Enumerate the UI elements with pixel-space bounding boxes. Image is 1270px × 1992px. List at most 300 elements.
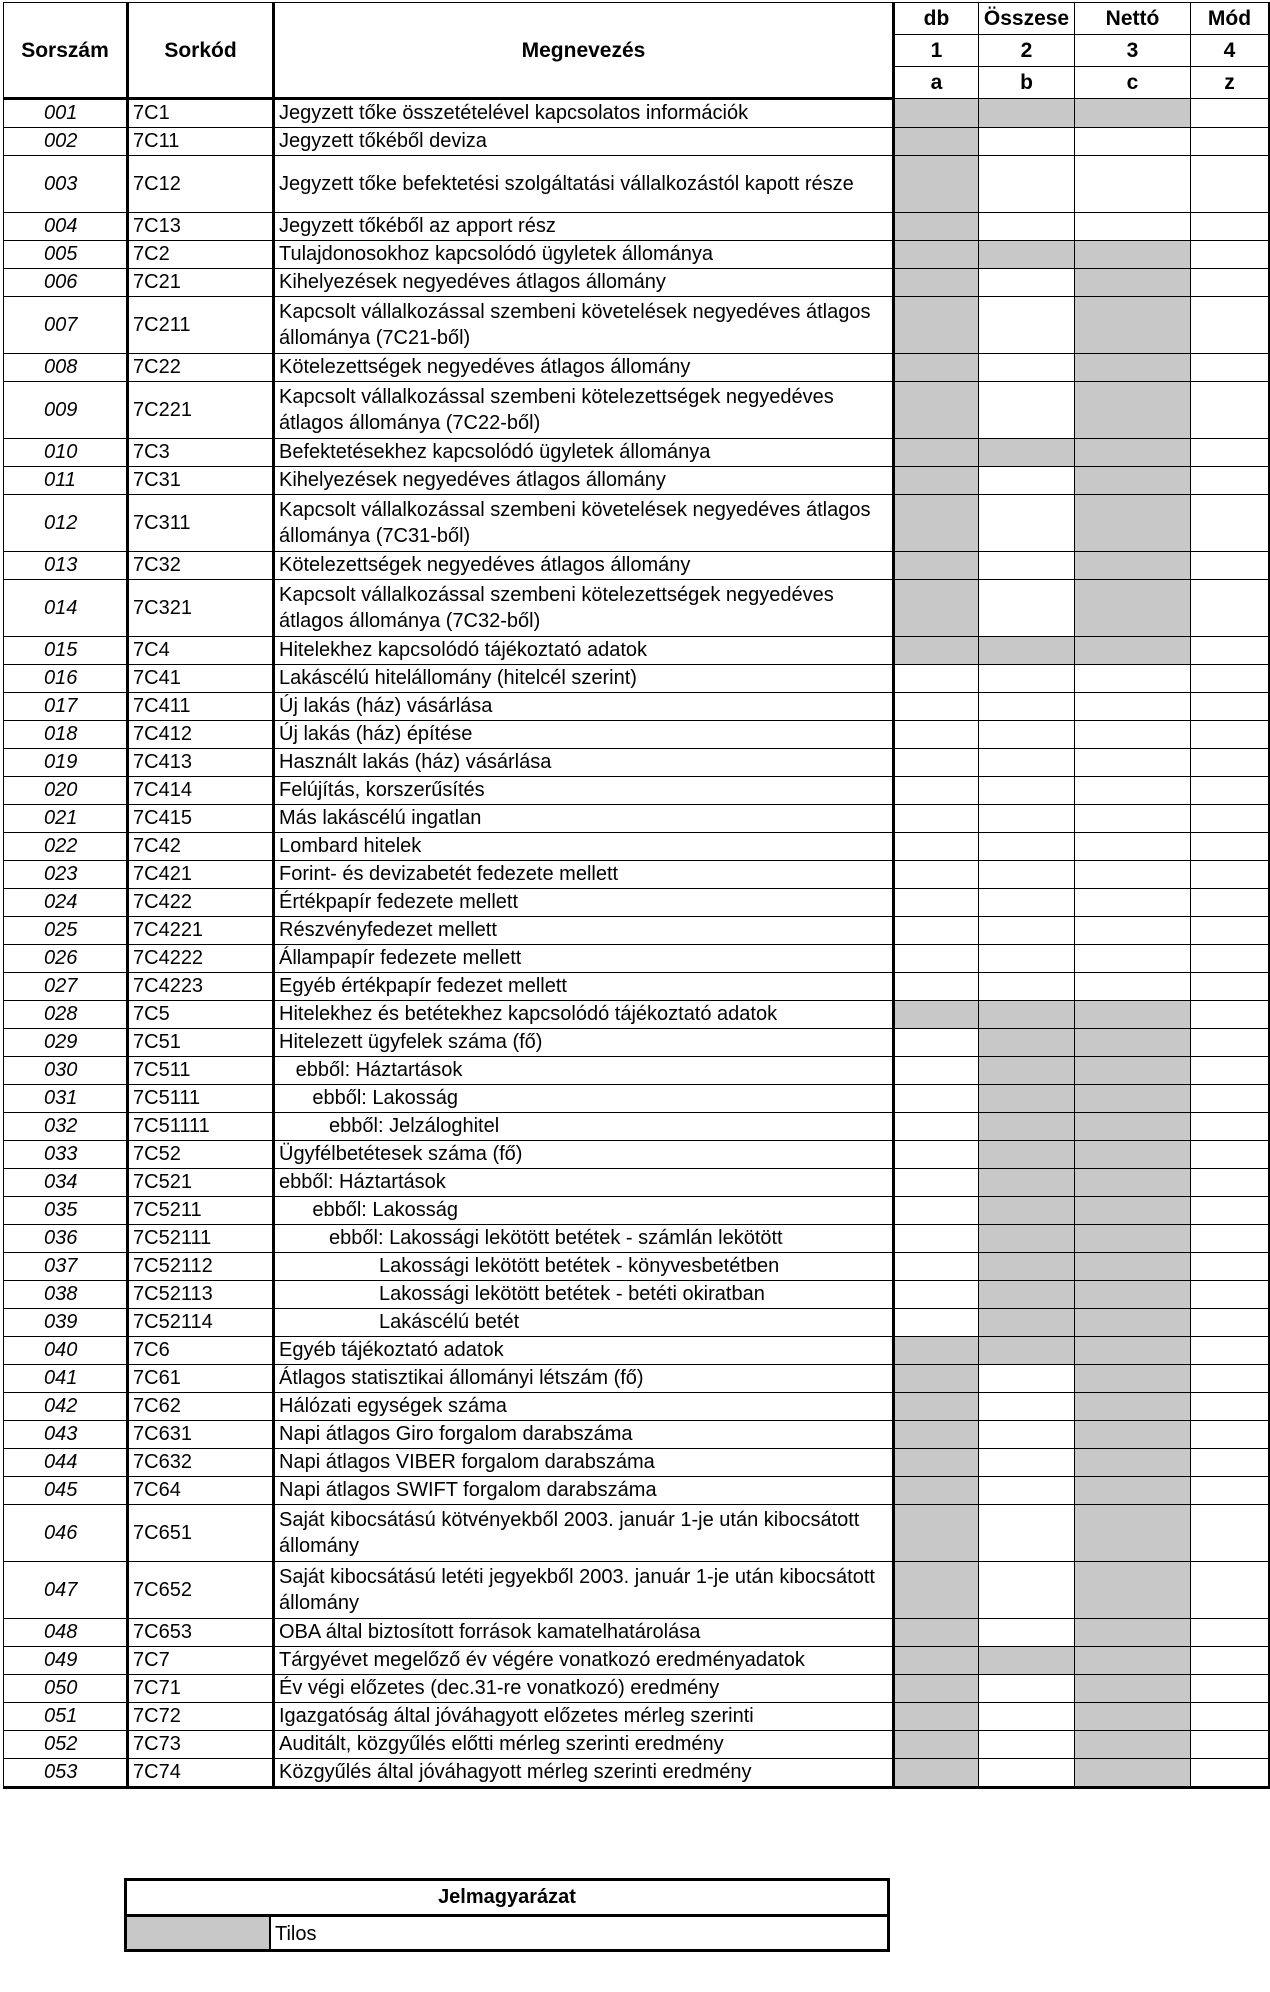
- cell-db[interactable]: [894, 1169, 979, 1197]
- table-row: [4, 1731, 1270, 1759]
- row-number: 051: [4, 1703, 128, 1731]
- cell-osszese[interactable]: [979, 973, 1075, 1001]
- row-number: 008: [4, 354, 128, 382]
- row-code: 7C321: [128, 580, 274, 637]
- row-number: 027: [4, 973, 128, 1001]
- row-name: Átlagos statisztikai állományi létszám (fő): [274, 1365, 894, 1393]
- cell-osszese[interactable]: [979, 156, 1075, 213]
- cell-osszese[interactable]: [979, 1421, 1075, 1449]
- cell-mod[interactable]: [1191, 241, 1270, 269]
- cell-osszese: [979, 1029, 1075, 1057]
- row-number: 043: [4, 1421, 128, 1449]
- cell-netto[interactable]: [1075, 693, 1191, 721]
- cell-netto: [1075, 580, 1191, 637]
- header-letter-c: c: [1075, 67, 1191, 99]
- row-number: 019: [4, 749, 128, 777]
- cell-osszese: [979, 99, 1075, 128]
- row-code: 7C4221: [128, 917, 274, 945]
- cell-mod[interactable]: [1191, 552, 1270, 580]
- row-code: 7C52: [128, 1141, 274, 1169]
- cell-mod[interactable]: [1191, 1141, 1270, 1169]
- row-name: OBA által biztosított források kamatelhatárolása: [274, 1619, 894, 1647]
- row-number: 039: [4, 1309, 128, 1337]
- table-row: [4, 1365, 1270, 1393]
- row-number: 001: [4, 99, 128, 128]
- cell-netto: [1075, 552, 1191, 580]
- cell-mod[interactable]: [1191, 777, 1270, 805]
- cell-db[interactable]: [894, 1253, 979, 1281]
- row-name: ebből: Lakossági lekötött betétek - számlán lekötött: [274, 1225, 894, 1253]
- header-megnevezes: Megnevezés: [274, 3, 894, 99]
- cell-osszese[interactable]: [979, 580, 1075, 637]
- cell-db: [894, 1619, 979, 1647]
- cell-db[interactable]: [894, 973, 979, 1001]
- row-code: 7C653: [128, 1619, 274, 1647]
- table-row: [4, 213, 1270, 241]
- cell-mod[interactable]: [1191, 1675, 1270, 1703]
- row-code: 7C31: [128, 467, 274, 495]
- table-row: [4, 495, 1270, 552]
- cell-netto: [1075, 1197, 1191, 1225]
- cell-osszese: [979, 241, 1075, 269]
- table-row: [4, 1562, 1270, 1619]
- cell-mod[interactable]: [1191, 213, 1270, 241]
- cell-netto: [1075, 1449, 1191, 1477]
- row-code: 7C61: [128, 1365, 274, 1393]
- row-name: ebből: Lakosság: [274, 1197, 894, 1225]
- cell-osszese: [979, 1057, 1075, 1085]
- cell-mod[interactable]: [1191, 1337, 1270, 1365]
- row-code: 7C5111: [128, 1085, 274, 1113]
- row-number: 023: [4, 861, 128, 889]
- cell-netto[interactable]: [1075, 805, 1191, 833]
- cell-osszese[interactable]: [979, 1393, 1075, 1421]
- row-code: 7C22: [128, 354, 274, 382]
- cell-mod[interactable]: [1191, 917, 1270, 945]
- cell-osszese: [979, 1337, 1075, 1365]
- cell-osszese: [979, 439, 1075, 467]
- cell-db: [894, 1477, 979, 1505]
- cell-mod[interactable]: [1191, 861, 1270, 889]
- row-number: 049: [4, 1647, 128, 1675]
- cell-netto: [1075, 495, 1191, 552]
- cell-osszese[interactable]: [979, 269, 1075, 297]
- table-row: [4, 1253, 1270, 1281]
- cell-mod[interactable]: [1191, 1029, 1270, 1057]
- cell-mod[interactable]: [1191, 1057, 1270, 1085]
- cell-netto[interactable]: [1075, 973, 1191, 1001]
- table-row: [4, 1703, 1270, 1731]
- cell-netto: [1075, 99, 1191, 128]
- cell-db: [894, 1001, 979, 1029]
- row-code: 7C12: [128, 156, 274, 213]
- cell-db[interactable]: [894, 1197, 979, 1225]
- row-code: 7C412: [128, 721, 274, 749]
- row-name: Ügyfélbetétesek száma (fő): [274, 1141, 894, 1169]
- row-name: Saját kibocsátású letéti jegyekből 2003. január 1-je után kibocsátott állomány: [274, 1562, 894, 1619]
- table-row: [4, 1619, 1270, 1647]
- cell-db: [894, 580, 979, 637]
- cell-mod[interactable]: [1191, 973, 1270, 1001]
- cell-db[interactable]: [894, 1281, 979, 1309]
- row-name: Jegyzett tőke befektetési szolgáltatási vállalkozástól kapott része: [274, 156, 894, 213]
- cell-mod[interactable]: [1191, 1505, 1270, 1562]
- row-number: 016: [4, 665, 128, 693]
- row-number: 052: [4, 1731, 128, 1759]
- cell-osszese[interactable]: [979, 777, 1075, 805]
- cell-osszese[interactable]: [979, 354, 1075, 382]
- row-name: Kapcsolt vállalkozással szembeni követelések negyedéves átlagos állománya (7C21-ből): [274, 297, 894, 354]
- cell-osszese: [979, 1141, 1075, 1169]
- cell-db[interactable]: [894, 1141, 979, 1169]
- row-code: 7C6: [128, 1337, 274, 1365]
- row-number: 007: [4, 297, 128, 354]
- header-col-osszese: Összese: [979, 3, 1075, 35]
- row-name: Új lakás (ház) vásárlása: [274, 693, 894, 721]
- report-sheet: [3, 2, 1269, 1789]
- cell-mod[interactable]: [1191, 805, 1270, 833]
- cell-db: [894, 1703, 979, 1731]
- row-name: Felújítás, korszerűsítés: [274, 777, 894, 805]
- header-sorkod: Sorkód: [128, 3, 274, 99]
- cell-mod[interactable]: [1191, 1562, 1270, 1619]
- row-code: 7C21: [128, 269, 274, 297]
- cell-osszese[interactable]: [979, 1619, 1075, 1647]
- cell-osszese: [979, 1085, 1075, 1113]
- cell-db[interactable]: [894, 1057, 979, 1085]
- cell-mod[interactable]: [1191, 382, 1270, 439]
- cell-osszese[interactable]: [979, 467, 1075, 495]
- row-code: 7C11: [128, 128, 274, 156]
- row-code: 7C32: [128, 552, 274, 580]
- row-code: 7C74: [128, 1759, 274, 1788]
- cell-netto: [1075, 1365, 1191, 1393]
- row-name: Hitelezett ügyfelek száma (fő): [274, 1029, 894, 1057]
- cell-db[interactable]: [894, 1085, 979, 1113]
- cell-db[interactable]: [894, 889, 979, 917]
- cell-db: [894, 1365, 979, 1393]
- cell-mod[interactable]: [1191, 749, 1270, 777]
- cell-db: [894, 269, 979, 297]
- cell-mod[interactable]: [1191, 297, 1270, 354]
- row-name: Lombard hitelek: [274, 833, 894, 861]
- cell-osszese[interactable]: [979, 721, 1075, 749]
- cell-mod[interactable]: [1191, 354, 1270, 382]
- cell-mod[interactable]: [1191, 1365, 1270, 1393]
- cell-netto: [1075, 1001, 1191, 1029]
- cell-db[interactable]: [894, 749, 979, 777]
- cell-mod[interactable]: [1191, 721, 1270, 749]
- row-name: Állampapír fedezete mellett: [274, 945, 894, 973]
- cell-db[interactable]: [894, 1029, 979, 1057]
- cell-mod[interactable]: [1191, 665, 1270, 693]
- row-code: 7C64: [128, 1477, 274, 1505]
- cell-osszese[interactable]: [979, 805, 1075, 833]
- cell-osszese[interactable]: [979, 693, 1075, 721]
- row-name: ebből: Háztartások: [274, 1057, 894, 1085]
- cell-osszese[interactable]: [979, 1477, 1075, 1505]
- cell-db: [894, 439, 979, 467]
- cell-mod[interactable]: [1191, 467, 1270, 495]
- cell-db[interactable]: [894, 945, 979, 973]
- row-number: 044: [4, 1449, 128, 1477]
- cell-mod[interactable]: [1191, 1309, 1270, 1337]
- cell-db[interactable]: [894, 805, 979, 833]
- table-row: [4, 1057, 1270, 1085]
- row-number: 036: [4, 1225, 128, 1253]
- table-row: [4, 439, 1270, 467]
- table-row: [4, 1001, 1270, 1029]
- row-number: 029: [4, 1029, 128, 1057]
- cell-netto[interactable]: [1075, 833, 1191, 861]
- cell-mod[interactable]: [1191, 1197, 1270, 1225]
- row-code: 7C52111: [128, 1225, 274, 1253]
- row-name: Tulajdonosokhoz kapcsolódó ügyletek állománya: [274, 241, 894, 269]
- row-name: Saját kibocsátású kötvényekből 2003. január 1-je után kibocsátott állomány: [274, 1505, 894, 1562]
- cell-mod[interactable]: [1191, 889, 1270, 917]
- cell-osszese[interactable]: [979, 1505, 1075, 1562]
- cell-osszese[interactable]: [979, 1562, 1075, 1619]
- cell-db[interactable]: [894, 721, 979, 749]
- cell-netto[interactable]: [1075, 665, 1191, 693]
- table-body: [4, 99, 1270, 1788]
- cell-osszese[interactable]: [979, 1731, 1075, 1759]
- row-code: 7C421: [128, 861, 274, 889]
- cell-netto[interactable]: [1075, 213, 1191, 241]
- cell-db: [894, 1562, 979, 1619]
- row-number: 010: [4, 439, 128, 467]
- cell-db[interactable]: [894, 665, 979, 693]
- cell-osszese: [979, 1197, 1075, 1225]
- cell-netto: [1075, 1113, 1191, 1141]
- row-number: 050: [4, 1675, 128, 1703]
- cell-osszese[interactable]: [979, 833, 1075, 861]
- cell-mod[interactable]: [1191, 1281, 1270, 1309]
- cell-mod[interactable]: [1191, 1759, 1270, 1788]
- cell-osszese[interactable]: [979, 889, 1075, 917]
- cell-osszese[interactable]: [979, 749, 1075, 777]
- cell-osszese[interactable]: [979, 1449, 1075, 1477]
- cell-db: [894, 552, 979, 580]
- cell-osszese[interactable]: [979, 945, 1075, 973]
- table-row: [4, 637, 1270, 665]
- cell-mod[interactable]: [1191, 1421, 1270, 1449]
- row-name: Év végi előzetes (dec.31-re vonatkozó) eredmény: [274, 1675, 894, 1703]
- cell-osszese[interactable]: [979, 382, 1075, 439]
- cell-netto[interactable]: [1075, 861, 1191, 889]
- cell-netto[interactable]: [1075, 156, 1191, 213]
- cell-mod[interactable]: [1191, 1703, 1270, 1731]
- row-code: 7C5: [128, 1001, 274, 1029]
- cell-mod[interactable]: [1191, 1113, 1270, 1141]
- cell-netto: [1075, 1253, 1191, 1281]
- table-row: [4, 552, 1270, 580]
- row-code: 7C72: [128, 1703, 274, 1731]
- table-row: [4, 1647, 1270, 1675]
- cell-db: [894, 495, 979, 552]
- table-row: [4, 156, 1270, 213]
- cell-netto[interactable]: [1075, 889, 1191, 917]
- cell-osszese[interactable]: [979, 297, 1075, 354]
- row-code: 7C411: [128, 693, 274, 721]
- row-number: 026: [4, 945, 128, 973]
- cell-mod[interactable]: [1191, 1085, 1270, 1113]
- row-name: Jegyzett tőkéből az apport rész: [274, 213, 894, 241]
- row-number: 013: [4, 552, 128, 580]
- row-name: Egyéb tájékoztató adatok: [274, 1337, 894, 1365]
- cell-db: [894, 354, 979, 382]
- cell-mod[interactable]: [1191, 833, 1270, 861]
- cell-db[interactable]: [894, 1309, 979, 1337]
- cell-mod[interactable]: [1191, 1253, 1270, 1281]
- cell-netto[interactable]: [1075, 917, 1191, 945]
- table-row: [4, 1393, 1270, 1421]
- cell-db[interactable]: [894, 861, 979, 889]
- row-name: Kihelyezések negyedéves átlagos állomány: [274, 467, 894, 495]
- cell-netto[interactable]: [1075, 128, 1191, 156]
- cell-db[interactable]: [894, 917, 979, 945]
- cell-netto: [1075, 1141, 1191, 1169]
- row-code: 7C632: [128, 1449, 274, 1477]
- row-name: Forint- és devizabetét fedezete mellett: [274, 861, 894, 889]
- cell-mod[interactable]: [1191, 99, 1270, 128]
- table-row: [4, 1085, 1270, 1113]
- cell-mod[interactable]: [1191, 495, 1270, 552]
- row-name: Befektetésekhez kapcsolódó ügyletek állománya: [274, 439, 894, 467]
- cell-netto: [1075, 1309, 1191, 1337]
- row-number: 014: [4, 580, 128, 637]
- cell-db[interactable]: [894, 693, 979, 721]
- row-number: 022: [4, 833, 128, 861]
- cell-db: [894, 213, 979, 241]
- row-name: Lakáscélú hitelállomány (hitelcél szerint): [274, 665, 894, 693]
- table-row: [4, 889, 1270, 917]
- cell-osszese[interactable]: [979, 665, 1075, 693]
- cell-mod[interactable]: [1191, 1393, 1270, 1421]
- cell-osszese[interactable]: [979, 1365, 1075, 1393]
- row-number: 032: [4, 1113, 128, 1141]
- cell-mod[interactable]: [1191, 1619, 1270, 1647]
- cell-osszese[interactable]: [979, 1675, 1075, 1703]
- cell-osszese[interactable]: [979, 552, 1075, 580]
- row-code: 7C413: [128, 749, 274, 777]
- row-code: 7C5211: [128, 1197, 274, 1225]
- row-number: 015: [4, 637, 128, 665]
- header-col-mod: Mód: [1191, 3, 1270, 35]
- cell-mod[interactable]: [1191, 693, 1270, 721]
- cell-osszese: [979, 637, 1075, 665]
- cell-netto: [1075, 1029, 1191, 1057]
- table-row: [4, 241, 1270, 269]
- cell-osszese: [979, 1001, 1075, 1029]
- cell-db[interactable]: [894, 1225, 979, 1253]
- cell-mod[interactable]: [1191, 637, 1270, 665]
- cell-mod[interactable]: [1191, 269, 1270, 297]
- row-name: Használt lakás (ház) vásárlása: [274, 749, 894, 777]
- cell-osszese[interactable]: [979, 917, 1075, 945]
- row-name: Hitelekhez és betétekhez kapcsolódó tájékoztató adatok: [274, 1001, 894, 1029]
- row-number: 031: [4, 1085, 128, 1113]
- cell-osszese[interactable]: [979, 495, 1075, 552]
- cell-netto[interactable]: [1075, 777, 1191, 805]
- row-number: 046: [4, 1505, 128, 1562]
- cell-db[interactable]: [894, 1113, 979, 1141]
- cell-netto: [1075, 1169, 1191, 1197]
- header-sorszam: Sorszám: [4, 3, 128, 99]
- row-name: Jegyzett tőke összetételével kapcsolatos információk: [274, 99, 894, 128]
- row-name: Kapcsolt vállalkozással szembeni követelések negyedéves átlagos állománya (7C31-ből): [274, 495, 894, 552]
- row-code: 7C651: [128, 1505, 274, 1562]
- row-number: 033: [4, 1141, 128, 1169]
- cell-mod[interactable]: [1191, 156, 1270, 213]
- header-num-4: 4: [1191, 35, 1270, 67]
- row-code: 7C631: [128, 1421, 274, 1449]
- row-name: Kötelezettségek negyedéves átlagos állomány: [274, 552, 894, 580]
- row-code: 7C3: [128, 439, 274, 467]
- cell-mod[interactable]: [1191, 945, 1270, 973]
- cell-mod[interactable]: [1191, 1001, 1270, 1029]
- cell-osszese[interactable]: [979, 213, 1075, 241]
- cell-netto[interactable]: [1075, 749, 1191, 777]
- row-number: 004: [4, 213, 128, 241]
- row-code: 7C422: [128, 889, 274, 917]
- cell-osszese[interactable]: [979, 1703, 1075, 1731]
- row-number: 035: [4, 1197, 128, 1225]
- table-row: [4, 1169, 1270, 1197]
- cell-netto[interactable]: [1075, 721, 1191, 749]
- row-number: 028: [4, 1001, 128, 1029]
- row-code: 7C7: [128, 1647, 274, 1675]
- legend-shade-swatch: [127, 1917, 271, 1949]
- cell-mod[interactable]: [1191, 580, 1270, 637]
- table-row: [4, 1759, 1270, 1788]
- cell-netto: [1075, 1759, 1191, 1788]
- cell-netto[interactable]: [1075, 945, 1191, 973]
- row-code: 7C41: [128, 665, 274, 693]
- row-name: Kihelyezések negyedéves átlagos állomány: [274, 269, 894, 297]
- cell-mod[interactable]: [1191, 1169, 1270, 1197]
- header-col-db: db: [894, 3, 979, 35]
- cell-mod[interactable]: [1191, 1731, 1270, 1759]
- table-row: [4, 1449, 1270, 1477]
- cell-netto: [1075, 1731, 1191, 1759]
- cell-mod[interactable]: [1191, 439, 1270, 467]
- header-num-3: 3: [1075, 35, 1191, 67]
- table-row: [4, 1029, 1270, 1057]
- cell-mod[interactable]: [1191, 1647, 1270, 1675]
- cell-mod[interactable]: [1191, 128, 1270, 156]
- cell-osszese[interactable]: [979, 128, 1075, 156]
- cell-mod[interactable]: [1191, 1477, 1270, 1505]
- cell-netto: [1075, 1647, 1191, 1675]
- row-code: 7C13: [128, 213, 274, 241]
- cell-db[interactable]: [894, 833, 979, 861]
- row-name: Lakossági lekötött betétek - betéti okiratban: [274, 1281, 894, 1309]
- cell-osszese[interactable]: [979, 861, 1075, 889]
- row-number: 021: [4, 805, 128, 833]
- row-code: 7C73: [128, 1731, 274, 1759]
- cell-mod[interactable]: [1191, 1225, 1270, 1253]
- cell-db[interactable]: [894, 777, 979, 805]
- row-code: 7C4223: [128, 973, 274, 1001]
- cell-osszese[interactable]: [979, 1759, 1075, 1788]
- row-number: 042: [4, 1393, 128, 1421]
- row-number: 017: [4, 693, 128, 721]
- cell-netto: [1075, 382, 1191, 439]
- cell-db: [894, 297, 979, 354]
- cell-mod[interactable]: [1191, 1449, 1270, 1477]
- cell-netto: [1075, 1619, 1191, 1647]
